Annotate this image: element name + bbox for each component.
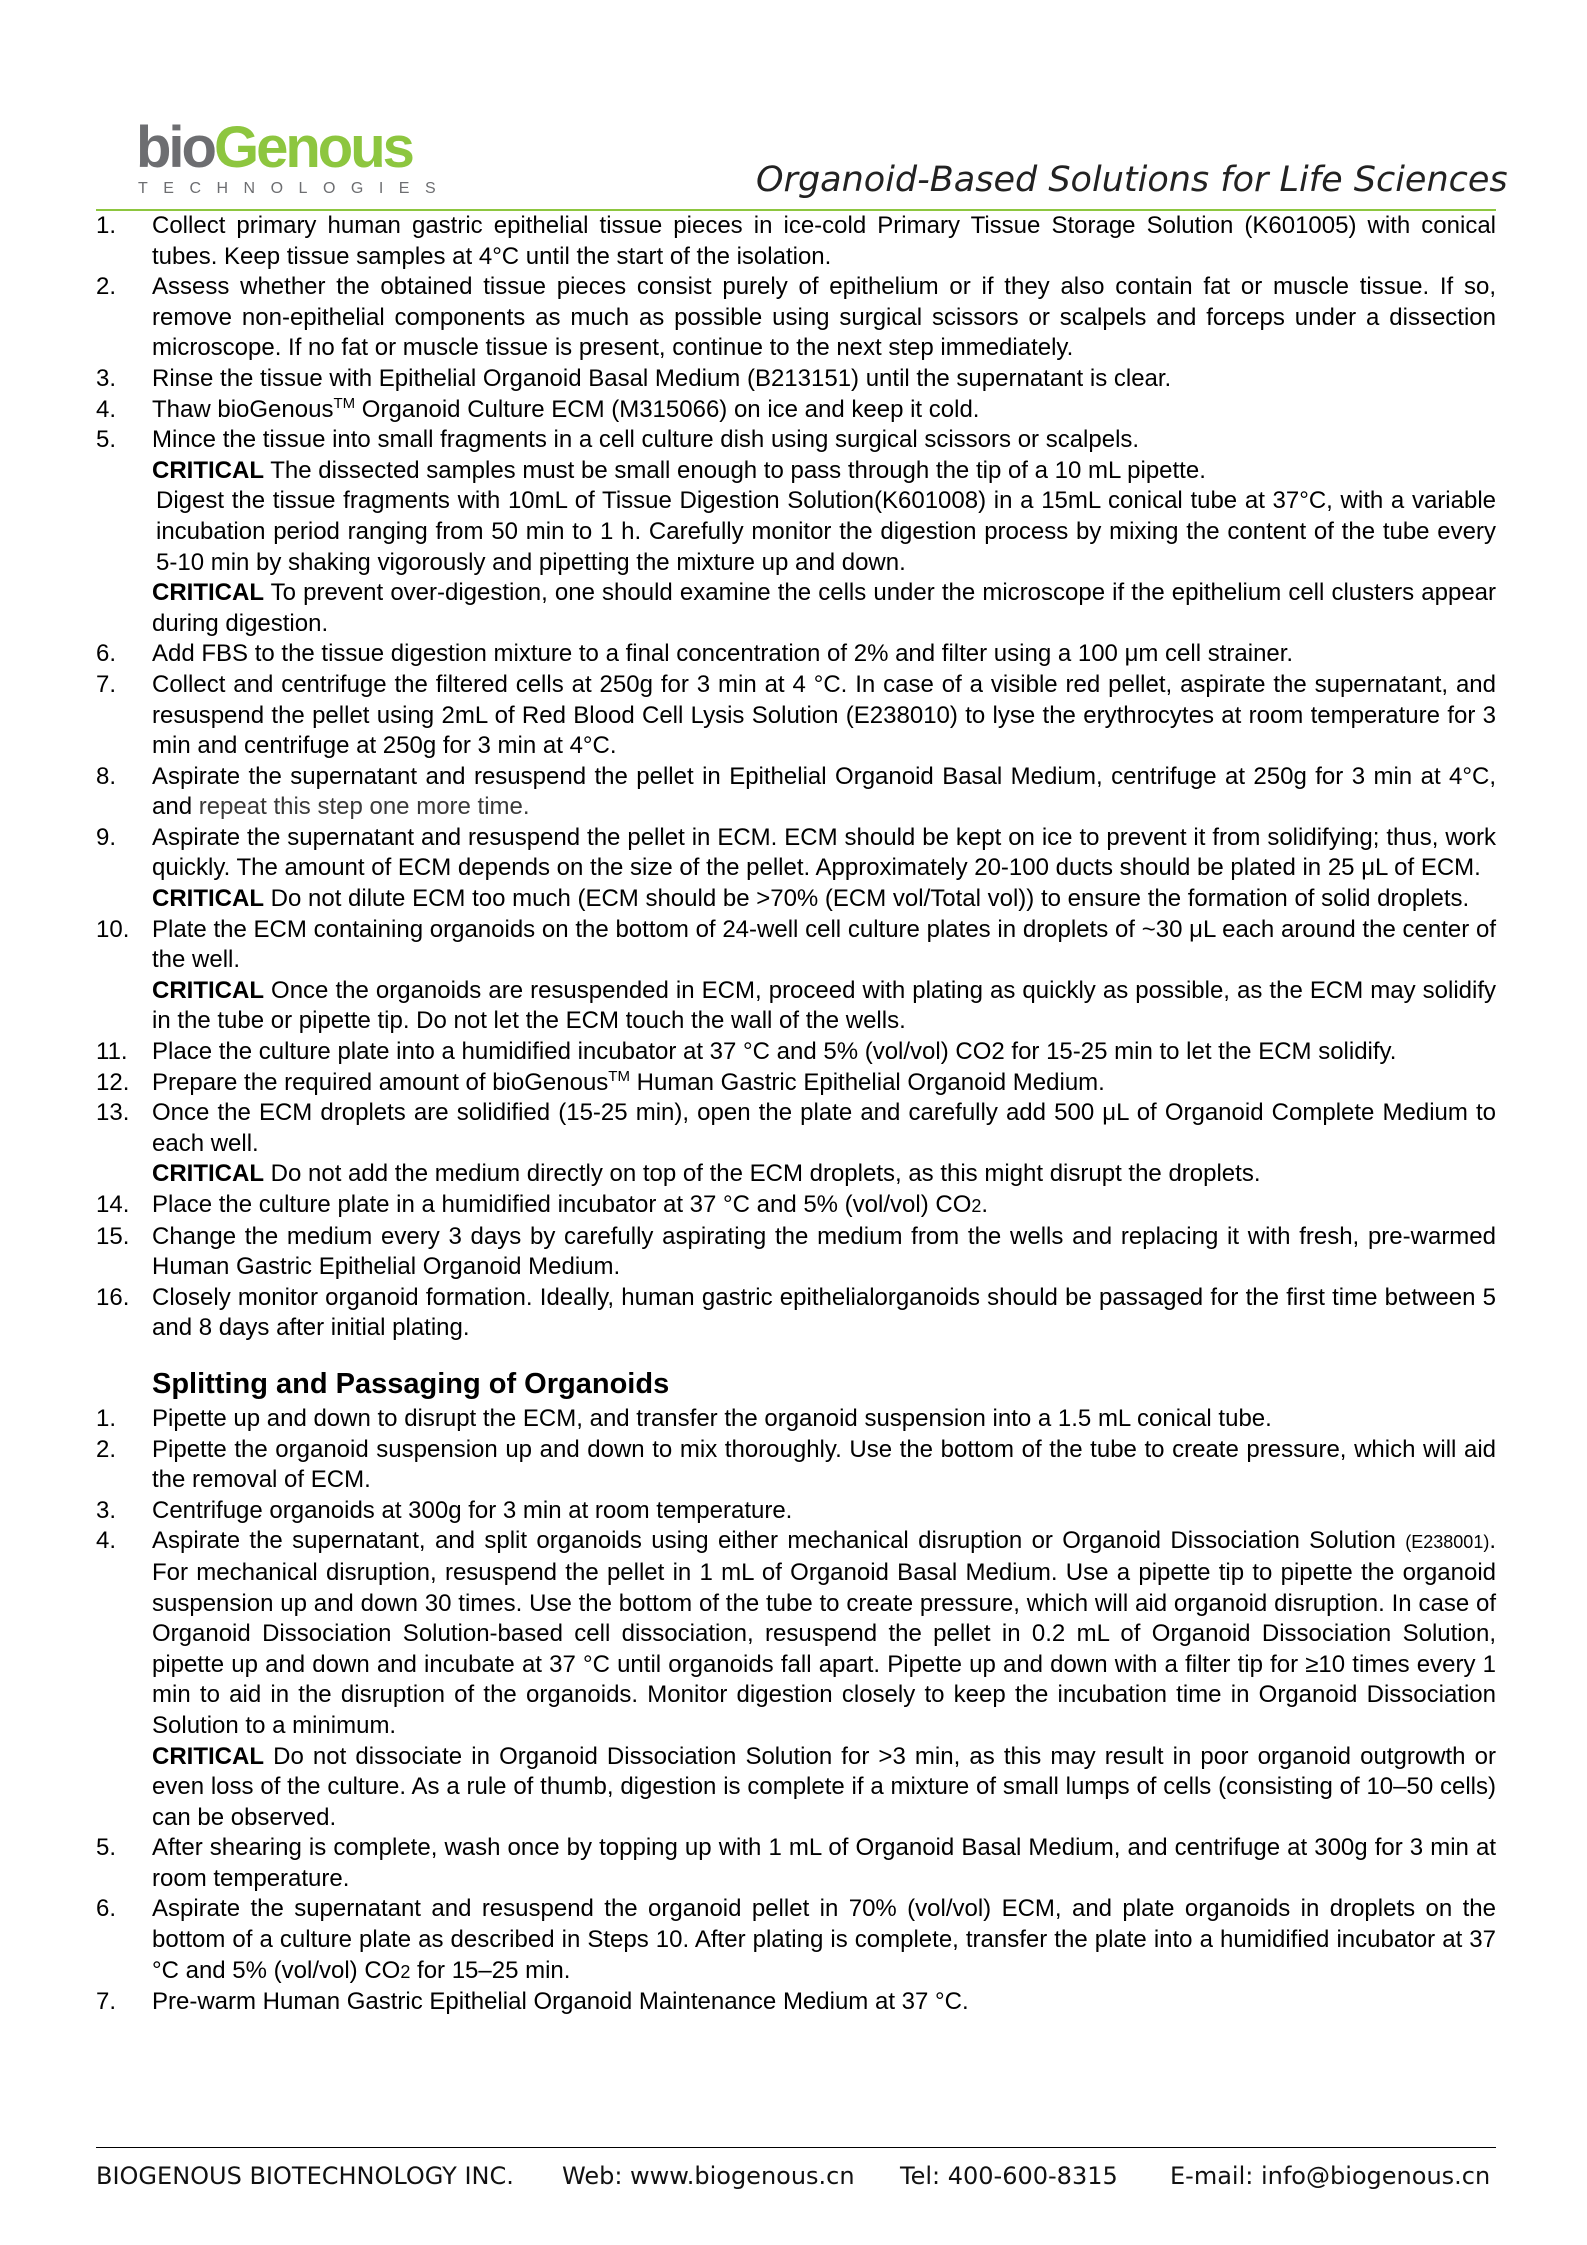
step-9: 9. Aspirate the supernatant and resuspend the pellet in ECM. ECM should be kept on ice to prevent it from solidifying; thus, work quickly. The amount of ECM depends on the size of the pellet. Approximately 20-100 ducts should be plated in 25 μL of ECM. CRITICAL Do not dilute ECM too much (ECM should be >70% (ECM vol/Total vol)) to ensure the formation of solid droplets.	[96, 823, 1496, 915]
passage-step-2: 2. Pipette the organoid suspension up and down to mix thoroughly. Use the bottom of the tube to create pressure, which will aid the removal of ECM.	[96, 1435, 1496, 1494]
passage-step-5: 5. After shearing is complete, wash once by topping up with 1 mL of Organoid Basal Medium, and centrifuge at 300g for 3 min at room temperature.	[96, 1834, 1496, 1892]
passage-step-7: 7. Pre-warm Human Gastric Epithelial Organoid Maintenance Medium at 37 °C.	[96, 1988, 969, 2016]
step-6: 6. Add FBS to the tissue digestion mixture to a final concentration of 2% and filter using a 100 μm cell strainer.	[96, 640, 1294, 668]
critical-label: CRITICAL	[152, 976, 264, 1004]
step-10: 10. Plate the ECM containing organoids on the bottom of 24-well cell culture plates in droplets of ~30 μL each around the center of the well. CRITICAL Once the organoids are resuspended in ECM, proceed with plating as quickly as possible, as the ECM may solidify in the tube or pipette tip. Do not let the ECM touch the wall of the wells.	[96, 915, 1496, 1037]
footer-company: BIOGENOUS BIOTECHNOLOGY INC.	[96, 2162, 514, 2190]
critical-note: CRITICAL Once the organoids are resuspended in ECM, proceed with plating as quickly as possible, as the ECM may solidify in the tube or pipette tip. Do not let the ECM touch the wall of the wells.	[152, 976, 1496, 1035]
trademark-mark: TM	[333, 394, 356, 412]
step-12: 12. Prepare the required amount of bioGenous™ Human Gastric Epithelial Organoid Medium.	[96, 1067, 1105, 1096]
critical-label: CRITICAL	[152, 1160, 264, 1188]
logo-subtitle: TECHNOLOGIES	[138, 180, 452, 197]
protocol-content	[96, 211, 1496, 2018]
critical-note: CRITICAL The dissected samples must be small enough to pass through the tip of a 10 mL pipette.	[152, 456, 1206, 484]
page-header	[96, 115, 1508, 208]
step-5: 5. Mince the tissue into small fragments in a cell culture dish using surgical scissors or scalpels. CRITICAL The dissected samples must be small enough to pass through the tip of a 10 mL pipette. Digest the tissue fragments with 10mL of Tissue Digestion Solution(K601008) in a 15mL conical tube at 37°C, with a variable incubation period ranging from 50 min to 1 h. Carefully monitor the digestion process by mixing the content of the tube every 5-10 min by shaking vigorously and pipetting the mixture up and down. CRITICAL To prevent over-digestion, one should examine the cells under the microscope if the epithelium cell clusters appear during digestion.	[96, 425, 1496, 639]
footer-phone: Tel: 400-600-8315	[900, 2162, 1118, 2190]
step-8: 8. Aspirate the supernatant and resuspend the pellet in Epithelial Organoid Basal Medium, centrifuge at 250g for 3 min at 4°C, and repeat this step one more time.	[96, 762, 1496, 821]
logo-bio: bio	[136, 115, 214, 180]
section-title: Splitting and Passaging of Organoids	[152, 1367, 670, 1400]
isolation-steps	[96, 211, 1496, 1344]
passaging-steps	[96, 1404, 1496, 2018]
passage-step-3: 3. Centrifuge organoids at 300g for 3 min at room temperature.	[96, 1496, 793, 1524]
logo-genous: Genous	[213, 115, 412, 180]
step-7: 7. Collect and centrifuge the filtered cells at 250g for 3 min at 4 °C. In case of a visible red pellet, aspirate the supernatant, and resuspend the pellet using 2mL of Red Blood Cell Lysis Solution (E238010) to lyse the erythrocytes at room temperature for 3 min and centrifuge at 250g for 3 min at 4°C.	[96, 670, 1496, 760]
step-1: 1. Collect primary human gastric epithelial tissue pieces in ice-cold Primary Tissue Storage Solution (K601005) with conical tubes. Keep tissue samples at 4°C until the start of the isolation.	[96, 212, 1496, 270]
step-4: 4. Thaw bioGenous™ Organoid Culture ECM (M315066) on ice and keep it cold.	[96, 394, 980, 423]
critical-label: CRITICAL	[152, 885, 264, 913]
logo-wordmark	[136, 115, 451, 180]
critical-note: CRITICAL Do not dilute ECM too much (ECM should be >70% (ECM vol/Total vol)) to ensure the formation of solid droplets.	[152, 885, 1470, 913]
trademark-mark: TM	[608, 1067, 630, 1085]
passage-step-4: 4. Aspirate the supernatant, and split organoids using either mechanical disruption or Organoid Dissociation Solution (E238001). For mechanical disruption, resuspend the pellet in 1 mL of Organoid Basal Medium. Use a pipette tip to pipette the organoid suspension up and down 30 times. Use the bottom of the tube to create pressure, which will aid organoid disruption. In case of Organoid Dissociation Solution-based cell dissociation, resuspend the pellet in 0.2 mL of Organoid Dissociation Solution, pipette up and down and incubate at 37 °C until organoids fall apart. Pipette up and down with a filter tip for ≥10 times every 1 min to aid in the disruption of the organoids. Monitor digestion closely to keep the incubation time in Organoid Dissociation Solution to a minimum. CRITICAL Do not dissociate in Organoid Dissociation Solution for >3 min, as this may result in poor organoid outgrowth or even loss of the culture. As a rule of thumb, digestion is complete if a mixture of small lumps of cells (consisting of 10–50 cells) can be observed.	[96, 1526, 1496, 1833]
footer-divider	[96, 2147, 1496, 2148]
footer-web: Web: www.biogenous.cn	[562, 2162, 855, 2190]
passage-step-1: 1. Pipette up and down to disrupt the ECM, and transfer the organoid suspension into a 1.5 mL conical tube.	[96, 1404, 1272, 1432]
step-2: 2. Assess whether the obtained tissue pieces consist purely of epithelium or if they also contain fat or muscle tissue. If so, remove non-epithelial components as much as possible using surgical scissors or scalpels and forceps under a dissection microscope. If no fat or muscle tissue is present, continue to the next step immediately.	[96, 273, 1496, 362]
critical-label: CRITICAL	[152, 456, 264, 484]
critical-note: CRITICAL To prevent over-digestion, one should examine the cells under the microscope if the epithelium cell clusters appear during digestion.	[152, 579, 1496, 637]
passage-step-6: 6. Aspirate the supernatant and resuspend the organoid pellet in 70% (vol/vol) ECM, and plate organoids in droplets on the bottom of a culture plate as described in Steps 10. After plating is complete, transfer the plate into a humidified incubator at 37 °C and 5% (vol/vol) CO2 for 15–25 min.	[96, 1895, 1496, 1984]
biogenous-logo	[136, 115, 452, 198]
header-tagline: Organoid-Based Solutions for Life Sciences	[756, 160, 1508, 200]
step-15: 15. Change the medium every 3 days by carefully aspirating the medium from the wells and replacing it with fresh, pre-warmed Human Gastric Epithelial Organoid Medium.	[96, 1222, 1496, 1281]
step-3: 3. Rinse the tissue with Epithelial Organoid Basal Medium (B213151) until the supernatant is clear.	[96, 364, 1172, 392]
step-16: 16. Closely monitor organoid formation. Ideally, human gastric epithelialorganoids should be passaged for the first time between 5 and 8 days after initial plating.	[96, 1283, 1496, 1342]
step-13: 13. Once the ECM droplets are solidified (15-25 min), open the plate and carefully add 500 μL of Organoid Complete Medium to each well. CRITICAL Do not add the medium directly on top of the ECM droplets, as this might disrupt the droplets.	[96, 1098, 1496, 1190]
critical-label: CRITICAL	[152, 1742, 264, 1770]
critical-note: CRITICAL Do not dissociate in Organoid Dissociation Solution for >3 min, as this may result in poor organoid outgrowth or even loss of the culture. As a rule of thumb, digestion is complete if a mixture of small lumps of cells (consisting of 10–50 cells) can be observed.	[152, 1742, 1496, 1831]
step-14: 14. Place the culture plate in a humidified incubator at 37 °C and 5% (vol/vol) CO2.	[96, 1191, 989, 1218]
digest-paragraph: Digest the tissue fragments with 10mL of Tissue Digestion Solution(K601008) in a 15mL conical tube at 37°C, with a variable incubation period ranging from 50 min to 1 h. Carefully monitor the digestion process by mixing the content of the tube every 5-10 min by shaking vigorously and pipetting the mixture up and down.	[156, 487, 1496, 576]
footer-email: E-mail: info@biogenous.cn	[1170, 2162, 1491, 2190]
critical-label: CRITICAL	[152, 579, 264, 607]
critical-note: CRITICAL Do not add the medium directly on top of the ECM droplets, as this might disrupt the droplets.	[152, 1160, 1261, 1188]
step-11: 11. Place the culture plate into a humidified incubator at 37 °C and 5% (vol/vol) CO2 for 15-25 min to let the ECM solidify.	[96, 1038, 1397, 1066]
